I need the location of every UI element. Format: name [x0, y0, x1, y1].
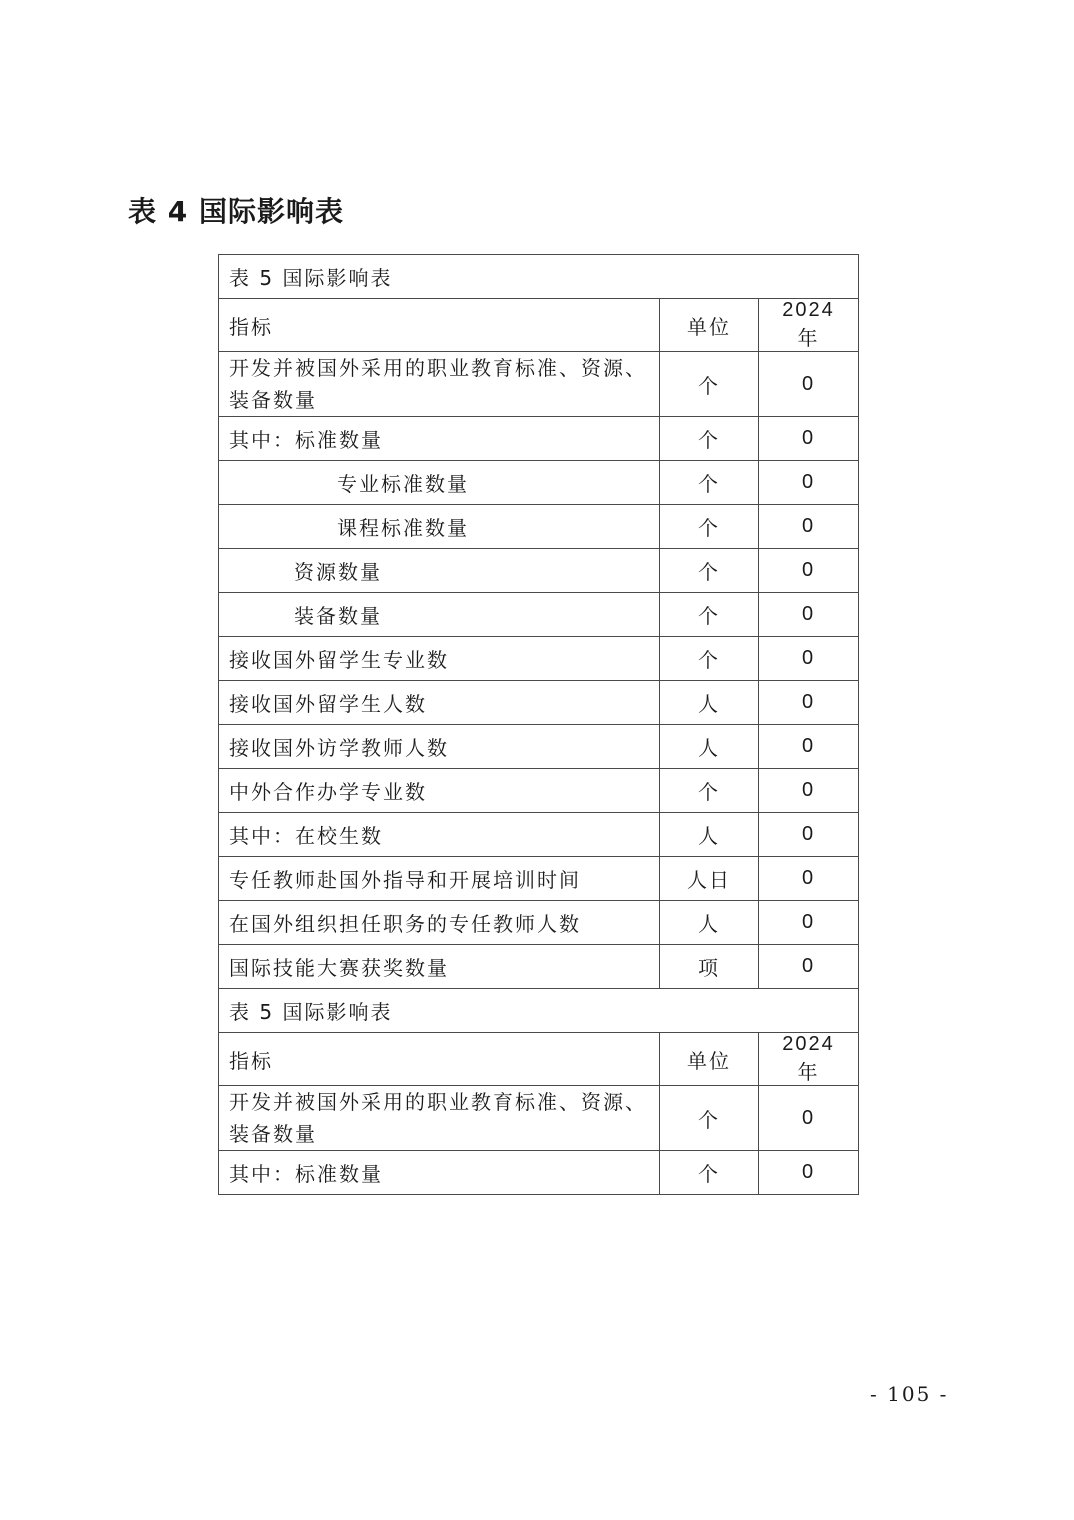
row-unit: 人: [660, 813, 759, 857]
row-label: 开发并被国外采用的职业教育标准、资源、装备数量: [219, 1086, 660, 1151]
row-label: 接收国外留学生专业数: [219, 637, 660, 681]
header-indicator: 指标: [219, 299, 660, 352]
row-value: 0: [759, 417, 859, 461]
row-label: 其中：标准数量: [219, 417, 660, 461]
row-label: 在国外组织担任职务的专任教师人数: [219, 901, 660, 945]
row-label: 其中：标准数量: [219, 1151, 660, 1195]
table-row: [219, 681, 859, 725]
row-unit: 个: [660, 505, 759, 549]
row-value: 0: [759, 505, 859, 549]
row-label: 专业标准数量: [219, 461, 660, 505]
row-unit: 个: [660, 549, 759, 593]
row-value: 0: [759, 857, 859, 901]
row-value: 0: [759, 901, 859, 945]
row-unit: 人: [660, 901, 759, 945]
row-value: 0: [759, 681, 859, 725]
row-unit: 人: [660, 725, 759, 769]
row-unit: 个: [660, 1086, 759, 1151]
row-unit: 个: [660, 417, 759, 461]
row-value: 0: [759, 549, 859, 593]
table-caption-row: [219, 255, 859, 299]
repeat-caption-row: [219, 989, 859, 1033]
table-row: [219, 461, 859, 505]
row-label: 专任教师赴国外指导和开展培训时间: [219, 857, 660, 901]
row-unit: 人日: [660, 857, 759, 901]
table-row: [219, 769, 859, 813]
repeat-header-row: [219, 1033, 859, 1086]
row-unit: 个: [660, 352, 759, 417]
row-label: 国际技能大赛获奖数量: [219, 945, 660, 989]
table-row: [219, 549, 859, 593]
header-year: 2024 年: [759, 299, 859, 352]
row-value: 0: [759, 637, 859, 681]
row-value: 0: [759, 593, 859, 637]
table-row: [219, 945, 859, 989]
row-label: 装备数量: [219, 593, 660, 637]
row-label: 接收国外留学生人数: [219, 681, 660, 725]
repeat-header-indicator: 指标: [219, 1033, 660, 1086]
row-value: 0: [759, 1086, 859, 1151]
row-value: 0: [759, 769, 859, 813]
table-row: [219, 901, 859, 945]
row-label: 资源数量: [219, 549, 660, 593]
repeat-header-year: 2024 年: [759, 1033, 859, 1086]
table-row: [219, 813, 859, 857]
table-row: [219, 725, 859, 769]
row-value: 0: [759, 725, 859, 769]
row-value: 0: [759, 813, 859, 857]
row-unit: 项: [660, 945, 759, 989]
row-unit: 个: [660, 1151, 759, 1195]
table-caption: 表 5 国际影响表: [219, 255, 859, 299]
table-row: [219, 1151, 859, 1195]
international-influence-table: [218, 254, 859, 1195]
table-row: [219, 857, 859, 901]
table-row: [219, 1086, 859, 1151]
row-label: 中外合作办学专业数: [219, 769, 660, 813]
row-value: 0: [759, 461, 859, 505]
page-heading: 表 4 国际影响表: [128, 195, 344, 228]
table-row: [219, 352, 859, 417]
table-header-row: [219, 299, 859, 352]
row-unit: 个: [660, 461, 759, 505]
row-unit: 人: [660, 681, 759, 725]
row-label: 课程标准数量: [219, 505, 660, 549]
row-value: 0: [759, 1151, 859, 1195]
row-label: 开发并被国外采用的职业教育标准、资源、装备数量: [219, 352, 660, 417]
repeat-table-caption: 表 5 国际影响表: [219, 989, 859, 1033]
table-row: [219, 593, 859, 637]
row-unit: 个: [660, 637, 759, 681]
table-row: [219, 637, 859, 681]
row-label: 接收国外访学教师人数: [219, 725, 660, 769]
row-unit: 个: [660, 593, 759, 637]
repeat-header-unit: 单位: [660, 1033, 759, 1086]
table-row: [219, 417, 859, 461]
table-row: [219, 505, 859, 549]
row-label: 其中：在校生数: [219, 813, 660, 857]
page-number: - 105 -: [870, 1382, 949, 1406]
row-unit: 个: [660, 769, 759, 813]
row-value: 0: [759, 945, 859, 989]
row-value: 0: [759, 352, 859, 417]
header-unit: 单位: [660, 299, 759, 352]
